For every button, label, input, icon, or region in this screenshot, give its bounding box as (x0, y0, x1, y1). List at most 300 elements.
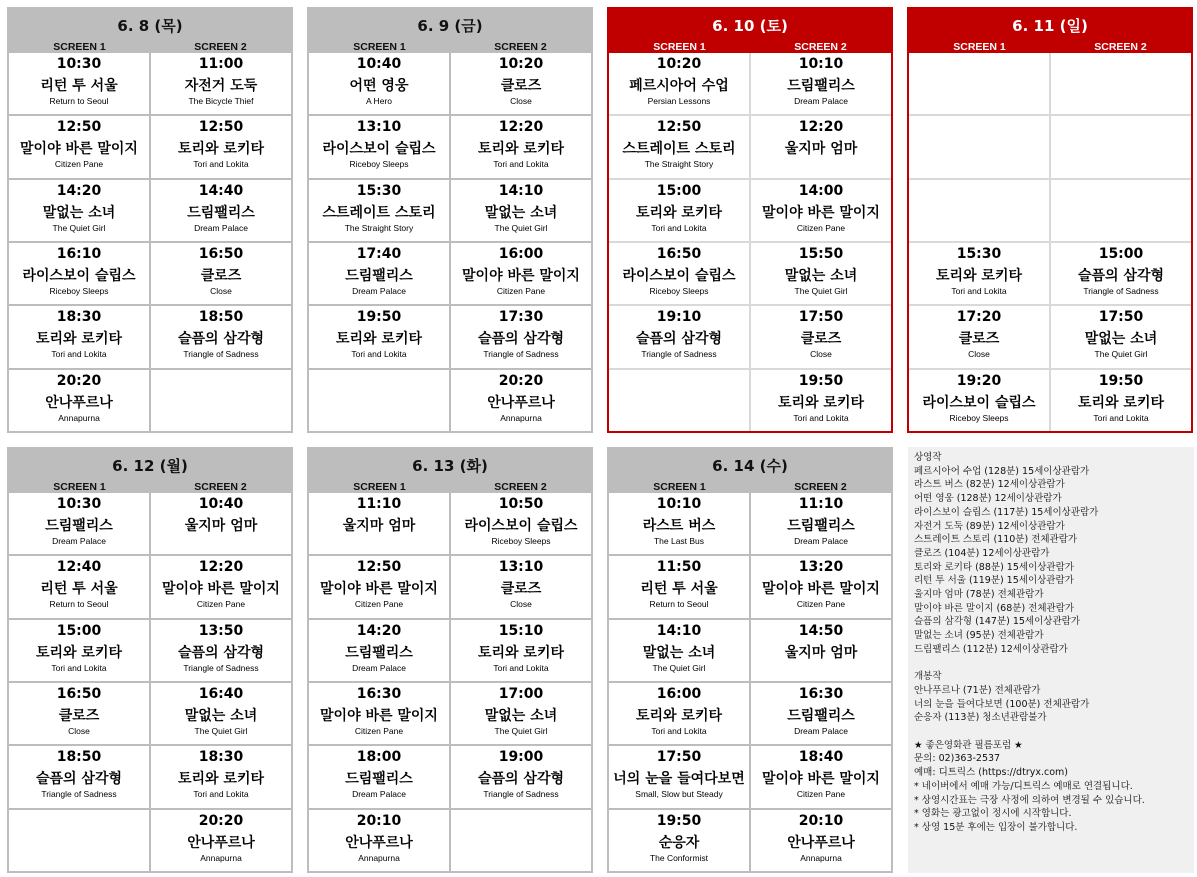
movie-title-korean: 슬픔의 삼각형 (635, 331, 723, 348)
info-line: 순응자 (113분) 청소년관람불가 (914, 712, 1047, 724)
movie-title-english: Citizen Pane (196, 599, 246, 610)
showtime: 12:20 (798, 119, 844, 136)
screen-label: SCREEN 2 (194, 41, 247, 53)
showtime-cell (309, 306, 449, 367)
movie-title-korean: 토리와 로키타 (35, 331, 123, 348)
movie-title-english: Riceboy Sleeps (49, 285, 109, 296)
movie-title-korean: 클로즈 (58, 707, 100, 724)
showtime-cell (909, 306, 1049, 367)
screen-label: SCREEN 1 (353, 41, 406, 53)
showtime: 19:50 (1098, 372, 1144, 389)
movie-title-korean: 드림팰리스 (345, 644, 413, 661)
screen-labels (309, 37, 591, 53)
showtime: 11:10 (356, 496, 402, 512)
showtime-cell (151, 116, 291, 177)
day-header (9, 9, 291, 53)
movie-title-korean: 드림팰리스 (345, 267, 413, 284)
movie-title-english: Small, Slow but Steady (635, 789, 723, 800)
showtime-cell (609, 683, 749, 744)
movie-title-english: Annapurna (200, 852, 242, 863)
movie-title-korean: 토리와 로키타 (477, 141, 565, 158)
movie-title-english: Return to Seoul (49, 599, 109, 610)
showtime-cell (609, 243, 749, 304)
movie-title-korean: 말이야 바른 말이지 (20, 141, 138, 158)
movie-title-korean: 드림팰리스 (187, 204, 255, 221)
movie-title-english: A Hero (366, 96, 392, 106)
movie-title-english: Persian Lessons (647, 96, 711, 106)
movie-title-korean: 말없는 소녀 (484, 204, 558, 221)
showtime-cell (751, 620, 891, 681)
showtime: 15:10 (498, 622, 544, 639)
movie-title-korean: 리턴 투 서울 (40, 581, 118, 598)
showtime-grid (909, 53, 1191, 431)
movie-title-korean: 라스트 버스 (642, 518, 716, 534)
movie-title-english: Tori and Lokita (193, 159, 249, 170)
showtime: 10:20 (498, 56, 544, 72)
showtime: 10:20 (656, 56, 702, 72)
movie-title-english: Triangle of Sadness (41, 789, 117, 800)
showtime: 11:00 (198, 56, 244, 72)
showtime: 15:00 (656, 182, 702, 199)
showtime: 13:10 (498, 559, 544, 576)
info-line: 토리와 로키타 (88분) 15세이상관람가 (914, 561, 1074, 573)
screen-label: SCREEN 1 (953, 41, 1006, 53)
movie-title-korean: 슬픔의 삼각형 (177, 331, 265, 348)
empty-cell (909, 53, 1049, 114)
showtime: 10:10 (656, 496, 702, 512)
showtime-cell (609, 556, 749, 617)
screen-labels (609, 37, 891, 53)
movie-title-korean: 라이스보이 슬립스 (464, 518, 578, 534)
info-line: 자전거 도둑 (89분) 12세이상관람가 (914, 520, 1065, 532)
showtime: 14:20 (356, 622, 402, 639)
day-header (9, 449, 291, 493)
showtime: 15:50 (798, 245, 844, 262)
movie-title-korean: 안나푸르나 (787, 834, 855, 851)
movie-title-korean: 라이스보이 슬립스 (622, 267, 736, 284)
showtime: 18:50 (56, 749, 102, 766)
showtime: 20:20 (498, 372, 544, 389)
showtime-cell (909, 243, 1049, 304)
showtime: 16:40 (198, 685, 244, 702)
showtime-cell (151, 243, 291, 304)
screen-labels (309, 477, 591, 493)
showtime: 16:10 (56, 245, 102, 262)
showtime-cell (451, 746, 591, 807)
movie-title-english: The Quiet Girl (494, 725, 548, 736)
showtime-cell (151, 556, 291, 617)
showtime-cell (609, 116, 749, 177)
movie-title-english: Dream Palace (352, 285, 406, 296)
showtime-cell (451, 116, 591, 177)
movie-title-korean: 슬픔의 삼각형 (1077, 267, 1165, 284)
empty-cell (609, 370, 749, 431)
showtime-cell (9, 556, 149, 617)
showtime-cell (309, 620, 449, 681)
movie-title-english: Close (510, 599, 532, 610)
showtime-cell (151, 683, 291, 744)
day-panel (7, 7, 293, 433)
movie-title-korean: 말없는 소녀 (42, 204, 116, 221)
showtime-cell (609, 493, 749, 554)
movie-title-korean: 울지마 엄마 (342, 518, 416, 534)
showtime-cell (451, 493, 591, 554)
showtime: 12:40 (56, 559, 102, 576)
day-title: 6. 14 (수) (712, 457, 788, 475)
movie-title-english: Dream Palace (194, 222, 248, 233)
showtime: 12:50 (198, 119, 244, 136)
movie-title-korean: 순응자 (658, 834, 700, 851)
showtime-cell (151, 620, 291, 681)
showtime-cell (451, 180, 591, 241)
info-line: 드림팰리스 (112분) 12세이상관람가 (914, 643, 1068, 655)
showtime-grid (9, 493, 291, 871)
showtime-cell (151, 306, 291, 367)
screen-label: SCREEN 1 (653, 41, 706, 53)
movie-title-korean: 드림팰리스 (45, 518, 113, 534)
movie-title-korean: 말없는 소녀 (484, 707, 558, 724)
showtime: 18:00 (356, 749, 402, 766)
screen-labels (9, 477, 291, 493)
info-line: 말없는 소녀 (95분) 전체관람가 (914, 630, 1044, 642)
movie-title-korean: 라이스보이 슬립스 (22, 267, 136, 284)
movie-title-english: Riceboy Sleeps (949, 412, 1009, 423)
info-line: 페르시아어 수업 (128분) 15세이상관람가 (914, 465, 1090, 477)
showtime: 12:20 (198, 559, 244, 576)
showtime: 20:20 (198, 812, 244, 829)
movie-title-english: Triangle of Sadness (641, 349, 717, 360)
day-header (309, 9, 591, 53)
empty-cell (309, 370, 449, 431)
showtime-cell (9, 493, 149, 554)
movie-title-korean: 말이야 바른 말이지 (462, 267, 580, 284)
showtime-cell (9, 746, 149, 807)
movie-title-korean: 말이야 바른 말이지 (320, 707, 438, 724)
showtime-cell (9, 683, 149, 744)
movie-title-english: Tori and Lokita (51, 349, 107, 360)
screen-label: SCREEN 2 (494, 41, 547, 53)
showtime-cell (1051, 370, 1191, 431)
movie-title-english: Annapurna (800, 852, 842, 863)
movie-title-english: Riceboy Sleeps (649, 285, 709, 296)
showtime-cell (309, 556, 449, 617)
showtime-cell (609, 810, 749, 871)
movie-title-korean: 토리와 로키타 (635, 204, 723, 221)
movie-title-english: Annapurna (58, 412, 100, 423)
showtime-cell (309, 243, 449, 304)
movie-title-korean: 클로즈 (500, 78, 542, 94)
movie-title-english: The Quiet Girl (794, 285, 848, 296)
showtime: 16:50 (198, 245, 244, 262)
showtime: 10:50 (498, 496, 544, 512)
day-header (909, 9, 1191, 53)
showtime: 19:10 (656, 309, 702, 326)
movie-title-korean: 토리와 로키타 (177, 771, 265, 788)
screen-label: SCREEN 2 (1094, 41, 1147, 53)
showtime-cell (609, 620, 749, 681)
day-panel (607, 447, 893, 873)
showtime: 14:20 (56, 182, 102, 199)
movie-title-korean: 토리와 로키타 (777, 394, 865, 411)
movie-title-english: Dream Palace (794, 96, 848, 106)
day-panel (7, 447, 293, 873)
movie-title-korean: 토리와 로키타 (635, 707, 723, 724)
movie-title-english: Tori and Lokita (493, 159, 549, 170)
showtime: 20:20 (56, 372, 102, 389)
info-line: * 영화는 광고없이 정시에 시작합니다. (914, 808, 1072, 820)
day-panel (307, 447, 593, 873)
showtime-cell (309, 493, 449, 554)
info-line: * 상영 15분 후에는 입장이 불가합니다. (914, 821, 1078, 833)
day-title: 6. 11 (일) (1012, 17, 1088, 35)
info-line: 슬픔의 삼각형 (147분) 15세이상관람가 (914, 616, 1080, 628)
showtime-cell (751, 53, 891, 114)
movie-title-korean: 슬픔의 삼각형 (477, 331, 565, 348)
showtime: 18:30 (198, 749, 244, 766)
showtime-cell (609, 180, 749, 241)
showtime: 10:30 (56, 496, 102, 512)
day-title: 6. 13 (화) (412, 457, 488, 475)
showtime-cell (751, 116, 891, 177)
movie-title-korean: 라이스보이 슬립스 (922, 394, 1036, 411)
showtime-cell (751, 746, 891, 807)
info-line: 안나푸르나 (71분) 전체관람가 (914, 684, 1041, 696)
showtime-cell (9, 53, 149, 114)
movie-title-korean: 토리와 로키타 (477, 644, 565, 661)
movie-title-korean: 말이야 바른 말이지 (162, 581, 280, 598)
movie-title-korean: 말없는 소녀 (784, 267, 858, 284)
showtime-cell (451, 620, 591, 681)
showtime-cell (451, 53, 591, 114)
showtime: 14:00 (798, 182, 844, 199)
showtime: 10:40 (198, 496, 244, 512)
info-line: 어떤 영웅 (128분) 12세이상관람가 (914, 493, 1062, 505)
movie-title-english: Annapurna (358, 852, 400, 863)
showtime-cell (609, 746, 749, 807)
movie-title-english: Dream Palace (352, 662, 406, 673)
showtime-cell (309, 180, 449, 241)
movie-title-korean: 슬픔의 삼각형 (177, 644, 265, 661)
showtime-cell (9, 243, 149, 304)
screen-labels (909, 37, 1191, 53)
showtime: 12:50 (356, 559, 402, 576)
showtime-cell (9, 116, 149, 177)
movie-title-english: The Last Bus (653, 536, 705, 546)
info-line: ★ 좋은영화관 필름포럼 ★ (914, 739, 1023, 751)
movie-title-english: Annapurna (500, 412, 542, 423)
showtime: 15:00 (56, 622, 102, 639)
info-line: 상영작 (914, 452, 942, 463)
showtime: 12:20 (498, 119, 544, 136)
showtime-cell (151, 746, 291, 807)
info-line: 말이야 바른 말이지 (68분) 전체관람가 (914, 602, 1075, 614)
day-title: 6. 12 (월) (112, 457, 188, 475)
showtime: 11:10 (798, 496, 844, 512)
showtime-cell (609, 306, 749, 367)
info-line: 스트레이트 스토리 (110분) 전체관람가 (914, 534, 1078, 546)
showtime: 20:10 (798, 812, 844, 829)
showtime-cell (751, 306, 891, 367)
movie-title-korean: 자전거 도둑 (184, 78, 258, 94)
showtime-cell (451, 306, 591, 367)
showtime: 19:50 (798, 372, 844, 389)
info-line: 문의: 02)363-2537 (914, 753, 1001, 765)
movie-title-korean: 토리와 로키타 (1077, 394, 1165, 411)
movie-title-english: The Quiet Girl (52, 222, 106, 233)
empty-cell (151, 370, 291, 431)
showtime-grid (609, 493, 891, 871)
empty-cell (909, 180, 1049, 241)
showtime: 12:50 (56, 119, 102, 136)
showtime-cell (309, 746, 449, 807)
showtime: 10:10 (798, 56, 844, 72)
empty-cell (9, 810, 149, 871)
empty-cell (1051, 116, 1191, 177)
movie-title-english: Tori and Lokita (793, 412, 849, 423)
movie-title-english: The Quiet Girl (194, 725, 248, 736)
day-panel (307, 7, 593, 433)
movie-title-english: Citizen Pane (496, 285, 546, 296)
movie-title-korean: 페르시아어 수업 (629, 78, 729, 94)
showtime: 19:50 (656, 812, 702, 829)
showtime: 16:30 (798, 685, 844, 702)
day-panel (607, 7, 893, 433)
showtime: 16:00 (498, 245, 544, 262)
showtime: 17:00 (498, 685, 544, 702)
showtime-cell (909, 370, 1049, 431)
movie-title-english: Citizen Pane (354, 599, 404, 610)
movie-title-korean: 말이야 바른 말이지 (762, 771, 880, 788)
movie-title-korean: 안나푸르나 (345, 834, 413, 851)
movie-title-english: Return to Seoul (49, 96, 109, 106)
movie-title-korean: 슬픔의 삼각형 (477, 771, 565, 788)
movie-title-english: The Conformist (649, 852, 709, 863)
showtime-cell (451, 243, 591, 304)
movie-title-english: Tori and Lokita (351, 349, 407, 360)
showtime: 12:50 (656, 119, 702, 136)
showtime: 14:10 (656, 622, 702, 639)
showtime: 17:30 (498, 309, 544, 326)
movie-title-english: Return to Seoul (649, 599, 709, 610)
movie-title-english: Tori and Lokita (651, 222, 707, 233)
movie-title-korean: 말없는 소녀 (1084, 331, 1158, 348)
movie-title-english: Close (510, 96, 532, 106)
movie-title-english: Dream Palace (794, 536, 848, 546)
screen-label: SCREEN 2 (794, 481, 847, 493)
showtime-cell (609, 53, 749, 114)
movie-title-english: Dream Palace (52, 536, 106, 546)
showtime: 13:20 (798, 559, 844, 576)
movie-title-english: The Straight Story (344, 222, 414, 233)
movie-title-korean: 리턴 투 서울 (40, 78, 118, 94)
movie-title-korean: 라이스보이 슬립스 (322, 141, 436, 158)
showtime: 17:50 (656, 749, 702, 766)
movie-title-korean: 토리와 로키타 (335, 331, 423, 348)
movie-title-korean: 어떤 영웅 (349, 78, 409, 94)
movie-title-korean: 클로즈 (200, 267, 242, 284)
day-panel (907, 7, 1193, 433)
movie-title-english: Dream Palace (794, 725, 848, 736)
showtime-cell (309, 810, 449, 871)
movie-title-english: Tori and Lokita (493, 662, 549, 673)
showtime-cell (751, 243, 891, 304)
showtime: 18:30 (56, 309, 102, 326)
showtime: 13:10 (356, 119, 402, 136)
movie-title-korean: 안나푸르나 (487, 394, 555, 411)
info-line: * 네이버에서 예매 가능/디트릭스 예매로 연결됩니다. (914, 780, 1133, 792)
showtime: 19:00 (498, 749, 544, 766)
movie-title-korean: 말이야 바른 말이지 (320, 581, 438, 598)
movie-title-english: Tori and Lokita (51, 662, 107, 673)
movie-title-korean: 클로즈 (958, 331, 1000, 348)
screen-label: SCREEN 1 (653, 481, 706, 493)
screen-label: SCREEN 2 (794, 41, 847, 53)
movie-title-english: Riceboy Sleeps (491, 536, 551, 546)
movie-title-english: Close (68, 725, 90, 736)
movie-title-english: The Quiet Girl (494, 222, 548, 233)
movie-title-korean: 말이야 바른 말이지 (762, 204, 880, 221)
showtime-cell (751, 370, 891, 431)
movie-title-korean: 말없는 소녀 (642, 644, 716, 661)
movie-title-korean: 드림팰리스 (345, 771, 413, 788)
screen-label: SCREEN 1 (53, 41, 106, 53)
showtime: 10:40 (356, 56, 402, 72)
info-line: 리턴 투 서울 (119분) 15세이상관람가 (914, 575, 1074, 587)
empty-cell (909, 116, 1049, 177)
movie-title-english: Triangle of Sadness (183, 349, 259, 360)
movie-title-english: Triangle of Sadness (183, 662, 259, 673)
showtime-cell (151, 493, 291, 554)
info-line: 클로즈 (104분) 12세이상관람가 (914, 547, 1050, 559)
showtime-grid (609, 53, 891, 431)
showtime: 17:40 (356, 245, 402, 262)
showtime-cell (151, 53, 291, 114)
movie-title-korean: 클로즈 (800, 331, 842, 348)
showtime: 17:50 (1098, 309, 1144, 326)
movie-title-korean: 울지마 엄마 (784, 644, 858, 661)
screen-labels (9, 37, 291, 53)
empty-cell (1051, 53, 1191, 114)
movie-title-korean: 드림팰리스 (787, 78, 855, 94)
showtime-grid (309, 53, 591, 431)
movie-title-korean: 안나푸르나 (45, 394, 113, 411)
showtime: 19:20 (956, 372, 1002, 389)
movie-title-english: Tori and Lokita (1093, 412, 1149, 423)
showtime: 18:40 (798, 749, 844, 766)
showtime: 19:50 (356, 309, 402, 326)
showtime-cell (451, 683, 591, 744)
empty-cell (451, 810, 591, 871)
showtime-cell (9, 306, 149, 367)
movie-title-korean: 드림팰리스 (787, 518, 855, 534)
showtime-cell (309, 116, 449, 177)
info-line: 울지마 엄마 (78분) 전체관람가 (914, 589, 1044, 601)
movie-title-english: Triangle of Sadness (483, 349, 559, 360)
showtime-cell (751, 556, 891, 617)
showtime: 17:20 (956, 309, 1002, 326)
movie-title-korean: 말이야 바른 말이지 (762, 581, 880, 598)
movie-title-english: Citizen Pane (54, 159, 104, 170)
showtime: 14:10 (498, 182, 544, 199)
showtime: 14:40 (198, 182, 244, 199)
movie-title-korean: 말없는 소녀 (184, 707, 258, 724)
showtime-cell (309, 683, 449, 744)
movie-title-english: Triangle of Sadness (1083, 285, 1159, 296)
showtime: 16:30 (356, 685, 402, 702)
movie-title-korean: 너의 눈을 들여다보면 (613, 771, 745, 788)
movie-title-korean: 울지마 엄마 (784, 141, 858, 158)
movie-title-korean: 토리와 로키타 (177, 141, 265, 158)
